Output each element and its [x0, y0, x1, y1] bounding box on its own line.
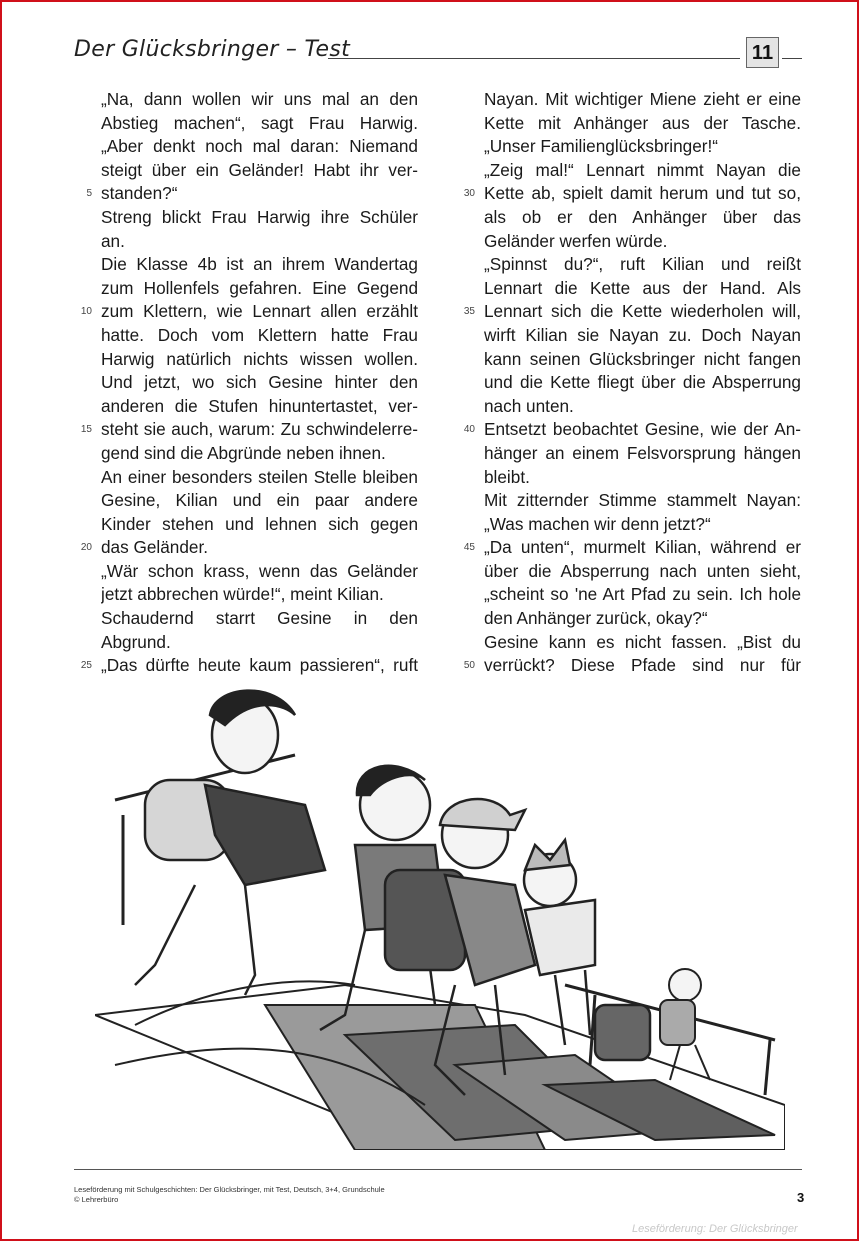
text-line: als ob er den Anhänger über das [484, 206, 801, 227]
text-line: „Unser Familienglücksbringer!“ [484, 136, 719, 157]
text-line: über die Absperrung nach unten sieht, [484, 560, 801, 581]
line-number: 45 [463, 542, 475, 554]
text-line: zum Klettern, wie Lennart allen erzählt [101, 301, 418, 322]
text-line: „Was machen wir denn jetzt?“ [484, 513, 711, 534]
text-line: an. [101, 230, 125, 251]
text-line: kann seinen Glücksbringer nicht fangen [484, 348, 801, 369]
footer-copyright: © Lehrerbüro [74, 1195, 119, 1204]
text-line: Gesine, Kilian und ein paar andere [101, 490, 418, 511]
text-line: Und jetzt, wo sich Gesine hinter den [101, 372, 418, 393]
text-line: An einer besonders steilen Stelle bleiben [101, 466, 418, 487]
text-line: steht sie auch, warum: Zu schwindelerre- [101, 419, 418, 440]
page-title: Der Glücksbringer – Test [74, 37, 351, 62]
text-line: bleibt. [484, 466, 530, 487]
text-line: Harwig natürlich nichts wissen wollen. [101, 348, 418, 369]
line-number: 10 [80, 306, 92, 318]
watermark: Leseförderung: Der Glücksbringer [632, 1223, 798, 1235]
text-line: Kinder stehen und lehnen sich gegen [101, 513, 418, 534]
text-line: „Das dürfte heute kaum passieren“, ruft [101, 655, 418, 676]
text-line: „Na, dann wollen wir uns mal an den [101, 89, 418, 109]
text-line: nach unten. [484, 395, 574, 416]
text-line: verrückt? Diese Pfade sind nur für [484, 655, 801, 676]
header-rule-tail [782, 58, 802, 59]
footer-page-number: 3 [797, 1190, 805, 1205]
header-rule [328, 58, 740, 59]
line-number: 50 [463, 660, 475, 672]
line-number: 35 [463, 306, 475, 318]
text-line: Schaudernd starrt Gesine in den [101, 608, 418, 629]
page-number-badge: 11 [746, 37, 779, 68]
text-line: „Wär schon krass, wenn das Geländer [101, 560, 418, 581]
story-column-right [484, 88, 801, 678]
footer-source-line: Leseförderung mit Schulgeschichten: Der Glücksbringer, mit Test, Deutsch, 3+4, Grundschule [74, 1185, 385, 1194]
text-line: Kette mit Anhänger aus der Tasche. [484, 112, 801, 133]
text-line: Geländer werfen würde. [484, 230, 668, 251]
text-line: Nayan. Mit wichtiger Miene zieht er eine [484, 89, 801, 109]
text-line: Lennart die Kette aus der Hand. Als [484, 277, 801, 298]
story-illustration [95, 685, 785, 1150]
text-line: jetzt abbrechen würde!“, meint Kilian. [101, 584, 384, 605]
text-line: Die Klasse 4b ist an ihrem Wandertag [101, 254, 418, 275]
text-line: zum Hollenfels gefahren. Eine Gegend [101, 277, 418, 298]
text-line: den Anhänger zurück, okay?“ [484, 608, 708, 629]
text-line: „scheint so 'ne Art Pfad zu sein. Ich hole [484, 584, 801, 605]
text-line: wirft Kilian sie Nayan zu. Doch Nayan [484, 324, 801, 345]
line-number: 30 [463, 188, 475, 200]
text-line: „Aber denkt noch mal daran: Niemand [101, 136, 418, 157]
line-number: 20 [80, 542, 92, 554]
line-number: 25 [80, 660, 92, 672]
text-line: Mit zitternder Stimme stammelt Nayan: [484, 490, 801, 511]
line-number: 15 [80, 424, 92, 436]
text-line: steigt über ein Geländer! Habt ihr ver- [101, 159, 418, 180]
text-line: „Da unten“, murmelt Kilian, während er [484, 537, 801, 558]
text-line: und die Kette fliegt über die Absperrung [484, 372, 801, 393]
text-line: standen?“ [101, 183, 178, 204]
footer-rule [74, 1169, 802, 1170]
text-line: „Zeig mal!“ Lennart nimmt Nayan die [484, 159, 801, 180]
line-number: 40 [463, 424, 475, 436]
child-gesine [135, 691, 325, 995]
text-line: Entsetzt beobachtet Gesine, wie der An- [484, 419, 801, 440]
text-line: hatte. Doch vom Klettern hatte Frau [101, 324, 418, 345]
text-line: hänger an einem Felsvorsprung hängen [484, 442, 801, 463]
text-line: Abstieg machen“, sagt Frau Harwig. [101, 112, 418, 133]
text-line: gend sind die Abgründe neben ihnen. [101, 442, 386, 463]
text-line: Abgrund. [101, 631, 171, 652]
line-number: 5 [86, 188, 92, 200]
story-column-left [101, 88, 418, 678]
text-line: anderen die Stufen hinuntertastet, ver- [101, 395, 418, 416]
text-line: „Spinnst du?“, ruft Kilian und reißt [484, 254, 801, 275]
footer-credits [74, 1185, 385, 1205]
text-line: das Geländer. [101, 537, 209, 558]
text-line: Lennart sich die Kette wiederholen will, [484, 301, 801, 322]
text-line: Gesine kann es nicht fassen. „Bist du [484, 631, 801, 652]
text-line: Kette ab, spielt damit herum und tut so, [484, 183, 801, 204]
text-line: Streng blickt Frau Harwig ihre Schüler [101, 206, 418, 227]
